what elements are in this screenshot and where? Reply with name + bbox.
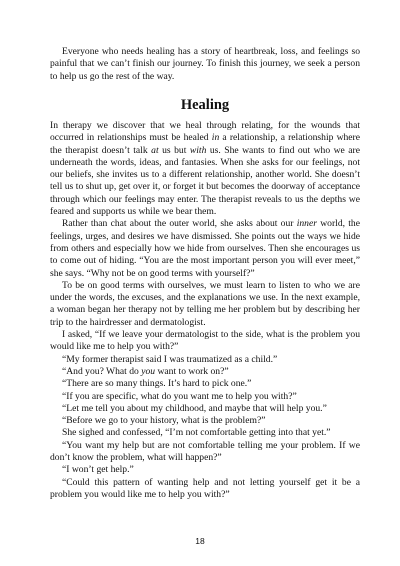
body-paragraph: In therapy we discover that we heal through relating, for the wounds that occurred in relationships must be healed in a relationship, a relationship where the therapist doesn’t talk at us but with us. She wants to find out who we are underneath the words, ideas, and fantasies. When she asks for our feelings, not our beliefs, she invites us to a different relationship, another world. She doesn’t tell us to shut up, get over it, or forget it but becomes the doorway of acceptance through which our feelings may enter. The therapist reveals to us the depths we feared and supports us while we bear them. (50, 120, 361, 218)
section-heading: Healing (180, 97, 230, 113)
body-paragraph: I asked, “If we leave your dermatologist to the side, what is the problem you would like me to help you with?” (50, 329, 360, 353)
body-paragraph: To be on good terms with ourselves, we must learn to listen to who we are under the words, the excuses, and the explanations we use. In the next example, a woman began her therapy not by telling me her problem but by describing her trip to the hairdresser and dermatologist. (50, 279, 360, 328)
italic-emphasis: inner (296, 218, 317, 230)
italic-emphasis: you (141, 365, 156, 377)
intro-block (50, 46, 360, 83)
body-paragraph: “There are so many things. It’s hard to pick one.” (62, 378, 252, 390)
italic-emphasis: at (151, 144, 159, 156)
body-paragraph: “If you are specific, what do you want me to help you with?” (62, 390, 297, 402)
body-paragraph: “Could this pattern of wanting help and not letting yourself get it be a problem you would like me to help you with?” (50, 476, 360, 500)
body-paragraph: “My former therapist said I was traumatized as a child.” (62, 353, 278, 365)
body-paragraph: “I won’t get help.” (62, 464, 134, 476)
body-paragraph: “And you? What do you want to work on?” (62, 365, 229, 377)
page-number: 18 (195, 536, 205, 546)
body-paragraph: She sighed and confessed, “I’m not comfortable getting into that yet.” (62, 427, 331, 439)
body-paragraph: “Let me tell you about my childhood, and maybe that will help you.” (62, 402, 327, 414)
italic-emphasis: in (211, 132, 220, 144)
intro-paragraph: Everyone who needs healing has a story of heartbreak, loss, and feelings so painful that we can’t finish our journey. To finish this journey, we seek a person to help us go the rest of the way. (50, 46, 360, 82)
body-paragraph: “Before we go to your history, what is the problem?” (62, 415, 266, 427)
body-paragraph: “You want my help but are not comfortable telling me your problem. If we don’t know the problem, what will happen?” (50, 439, 360, 464)
italic-emphasis: with (189, 144, 207, 156)
body-paragraph: Rather than chat about the outer world, she asks about our inner world, the feelings, urges, and desires we have dismissed. She points out the ways we hide from others and especially how we hide from ourselves. Then she encourages us to come out of hiding. “You are the most important person you will ever meet,” she says. “Why not be on good terms with yourself?” (50, 218, 360, 279)
body-text (50, 120, 360, 501)
